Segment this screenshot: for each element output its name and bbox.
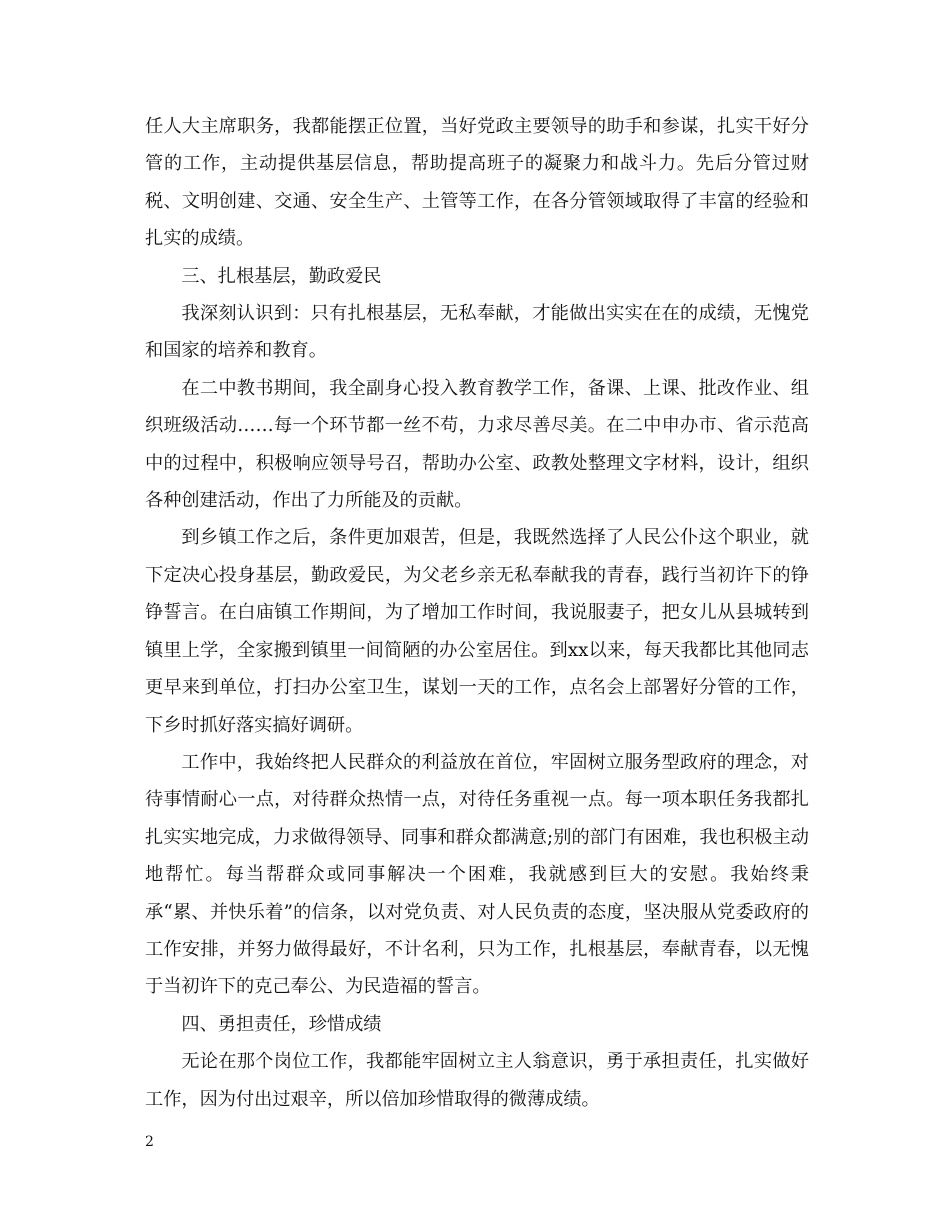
paragraph: 工作中，我始终把人民群众的利益放在首位，牢固树立服务型政府的理念，对待事情耐心一点，对待群众热情一点，对待任务重视一点。每一项本职任务我都扎扎实实地完成，力求做得领导、同事和群众都满意;别的部门有困难，我也积极主动地帮忙。每当帮群众或同事解决一个困难，我就感到巨大的安慰。我始终秉承“累、并快乐着”的信条，以对党负责、对人民负责的态度，坚决服从党委政府的工作安排，并努力做得最好，不计名利，只为工作，扎根基层，奉献青春，以无愧于当初许下的克己奉公、为民造福的誓言。 bbox=[145, 751, 809, 998]
paragraph: 我深刻认识到：只有扎根基层，无私奉献，才能做出实实在在的成绩，无愧党和国家的培养和教育。 bbox=[145, 303, 809, 362]
paragraph: 无论在那个岗位工作，我都能牢固树立主人翁意识，勇于承担责任，扎实做好工作，因为付出过艰辛，所以倍加珍惜取得的微薄成绩。 bbox=[145, 1051, 809, 1110]
section-heading-3: 三、扎根基层，勤政爱民 bbox=[181, 265, 382, 287]
page-number: 2 bbox=[145, 1134, 154, 1150]
paragraph: 在二中教书期间，我全副身心投入教育教学工作，备课、上课、批改作业、组织班级活动……每一个环节都一丝不苟，力求尽善尽美。在二中申办市、省示范高中的过程中，积极响应领导号召，帮助办公室、政教处整理文字材料，设计，组织各种创建活动，作出了力所能及的贡献。 bbox=[145, 377, 809, 512]
section-heading-4: 四、勇担责任，珍惜成绩 bbox=[181, 1013, 382, 1035]
paragraph: 到乡镇工作之后，条件更加艰苦，但是，我既然选择了人民公仆这个职业，就下定决心投身基层，勤政爱民，为父老乡亲无私奉献我的青春，践行当初许下的铮铮誓言。在白庙镇工作期间，为了增加工作时间，我说服妻子，把女儿从县城转到镇里上学，全家搬到镇里一间简陋的办公室居住。到xx以来，每天我都比其他同志更早来到单位，打扫办公室卫生，谋划一天的工作，点名会上部署好分管的工作，下乡时抓好落实搞好调研。 bbox=[145, 527, 809, 736]
paragraph-continuation: 任人大主席职务，我都能摆正位置，当好党政主要领导的助手和参谋，扎实干好分管的工作，主动提供基层信息，帮助提高班子的凝聚力和战斗力。先后分管过财税、文明创建、交通、安全生产、土管等工作，在各分管领域取得了丰富的经验和扎实的成绩。 bbox=[145, 116, 809, 250]
document-body bbox=[145, 108, 809, 1118]
